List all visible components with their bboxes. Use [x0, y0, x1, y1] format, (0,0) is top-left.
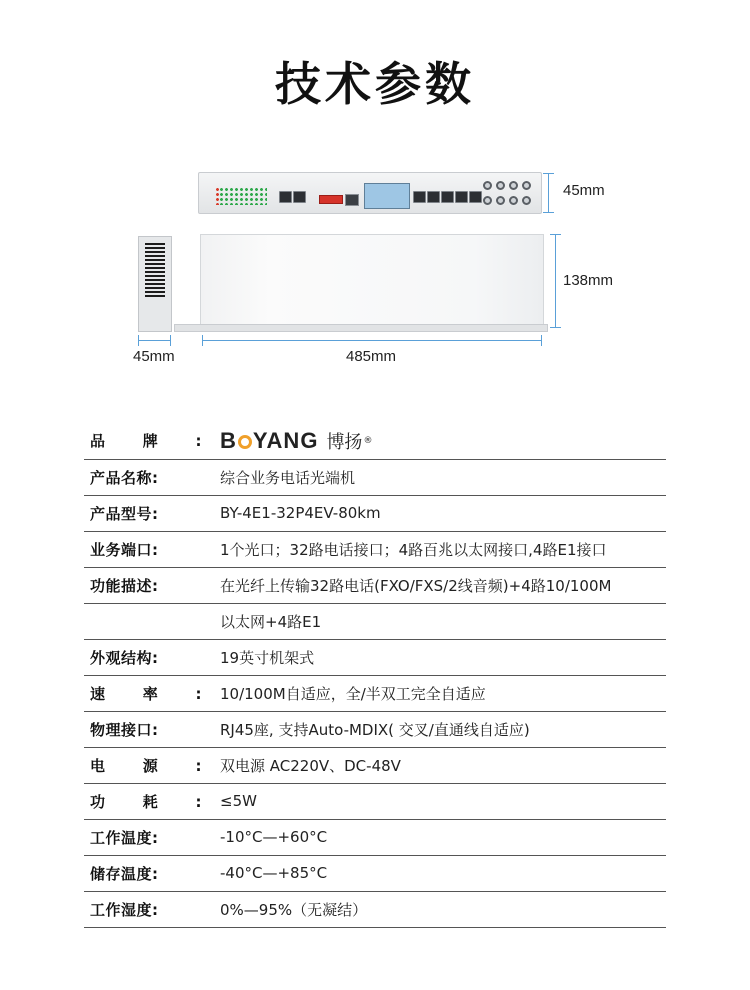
dimension-tick: [550, 327, 561, 328]
dimension-tick: [170, 335, 171, 346]
dimension-tick: [543, 173, 554, 174]
brand-logo-text: YANG: [252, 427, 319, 453]
spec-value: 在光纤上传输32路电话(FXO/FXS/2线音频)+4路10/100M: [220, 576, 612, 595]
spec-value: 综合业务电话光端机: [220, 468, 356, 487]
rj45-port: [279, 191, 292, 203]
dimension-tick: [550, 234, 561, 235]
rj45-port: [469, 191, 482, 203]
table-row: [84, 819, 666, 855]
table-row: [84, 783, 666, 819]
bnc-connector: [509, 181, 518, 190]
bnc-connector: [483, 196, 492, 205]
table-row: [84, 603, 666, 639]
device-mounting-flange: [174, 324, 548, 332]
bnc-connector: [496, 196, 505, 205]
device-label-display: [364, 183, 410, 209]
side-dimension-label: 45mm: [133, 348, 175, 365]
vent-grille: [145, 243, 165, 299]
brand-logo-text: B: [220, 427, 237, 453]
optical-port: [345, 194, 359, 206]
width-dimension-label: 485mm: [346, 348, 397, 365]
spec-label: 业务端口:: [90, 540, 159, 559]
status-led-group: [219, 187, 267, 205]
spec-value: ≤5W: [220, 792, 257, 810]
spec-value: BY-4E1-32P4EV-80km: [220, 504, 381, 522]
spec-value: -40°C—+85°C: [220, 864, 328, 882]
dimension-line: [555, 234, 556, 328]
spec-label: 物理接口:: [90, 720, 159, 739]
spec-label: 品牌:: [90, 432, 202, 451]
page-title: 技术参数: [275, 57, 475, 111]
bnc-connector: [509, 196, 518, 205]
table-row: [84, 495, 666, 531]
spec-label: 工作湿度:: [90, 900, 159, 919]
spec-label: 速率:: [90, 684, 202, 703]
spec-label: 外观结构:: [90, 648, 159, 667]
spec-value: RJ45座, 支持Auto-MDIX( 交叉/直通线自适应): [220, 720, 530, 739]
table-row: [84, 459, 666, 495]
spec-label: 储存温度:: [90, 864, 159, 883]
spec-label: [84, 603, 220, 639]
spec-value: 0%—95%（无凝结）: [220, 900, 368, 919]
dimension-tick: [543, 212, 554, 213]
spec-label: 功能描述:: [90, 576, 159, 595]
depth-dimension-label: 138mm: [563, 272, 614, 289]
brand-logo: [220, 423, 666, 459]
brand-logo-mark: [238, 435, 252, 449]
table-row: [84, 747, 666, 783]
table-row: [84, 891, 666, 927]
table-row: [84, 855, 666, 891]
spec-label: 工作温度:: [90, 828, 159, 847]
spec-label: 产品型号:: [90, 504, 159, 523]
rj45-port: [455, 191, 468, 203]
spec-label: 产品名称:: [90, 468, 159, 487]
dimension-tick: [541, 335, 542, 346]
table-row: [84, 423, 666, 459]
device-side-view-image: [138, 236, 172, 332]
bnc-connector: [483, 181, 492, 190]
bnc-connector: [522, 181, 531, 190]
rj45-port: [293, 191, 306, 203]
dimension-line: [138, 340, 170, 341]
dimension-line: [202, 340, 542, 341]
registered-mark: ®: [363, 435, 373, 446]
spec-value: 19英寸机架式: [220, 648, 315, 667]
table-row: [84, 711, 666, 747]
rj45-port: [427, 191, 440, 203]
brand-name: 博扬: [326, 431, 363, 453]
table-row: [84, 639, 666, 675]
spec-value: 双电源 AC220V、DC-48V: [220, 756, 401, 775]
spec-value: -10°C—+60°C: [220, 828, 328, 846]
table-row: [84, 675, 666, 711]
rj45-port: [441, 191, 454, 203]
device-top-view-image: [200, 234, 544, 330]
device-front-panel-image: [198, 172, 542, 214]
height-dimension-label: 45mm: [563, 182, 605, 199]
dimension-line: [548, 173, 549, 213]
dimension-tick: [138, 335, 139, 346]
table-row: [84, 567, 666, 603]
bnc-connector: [522, 196, 531, 205]
table-row: [84, 531, 666, 567]
spec-table: [84, 423, 666, 928]
dip-switch: [319, 195, 343, 204]
spec-label: 功耗:: [90, 792, 202, 811]
rj45-port: [413, 191, 426, 203]
bnc-connector: [496, 181, 505, 190]
spec-value: 以太网+4路E1: [220, 612, 322, 631]
spec-value: 1个光口；32路电话接口；4路百兆以太网接口,4路E1接口: [220, 540, 607, 559]
spec-label: 电源:: [90, 756, 202, 775]
spec-value: 10/100M自适应，全/半双工完全自适应: [220, 684, 486, 703]
dimension-tick: [202, 335, 203, 346]
